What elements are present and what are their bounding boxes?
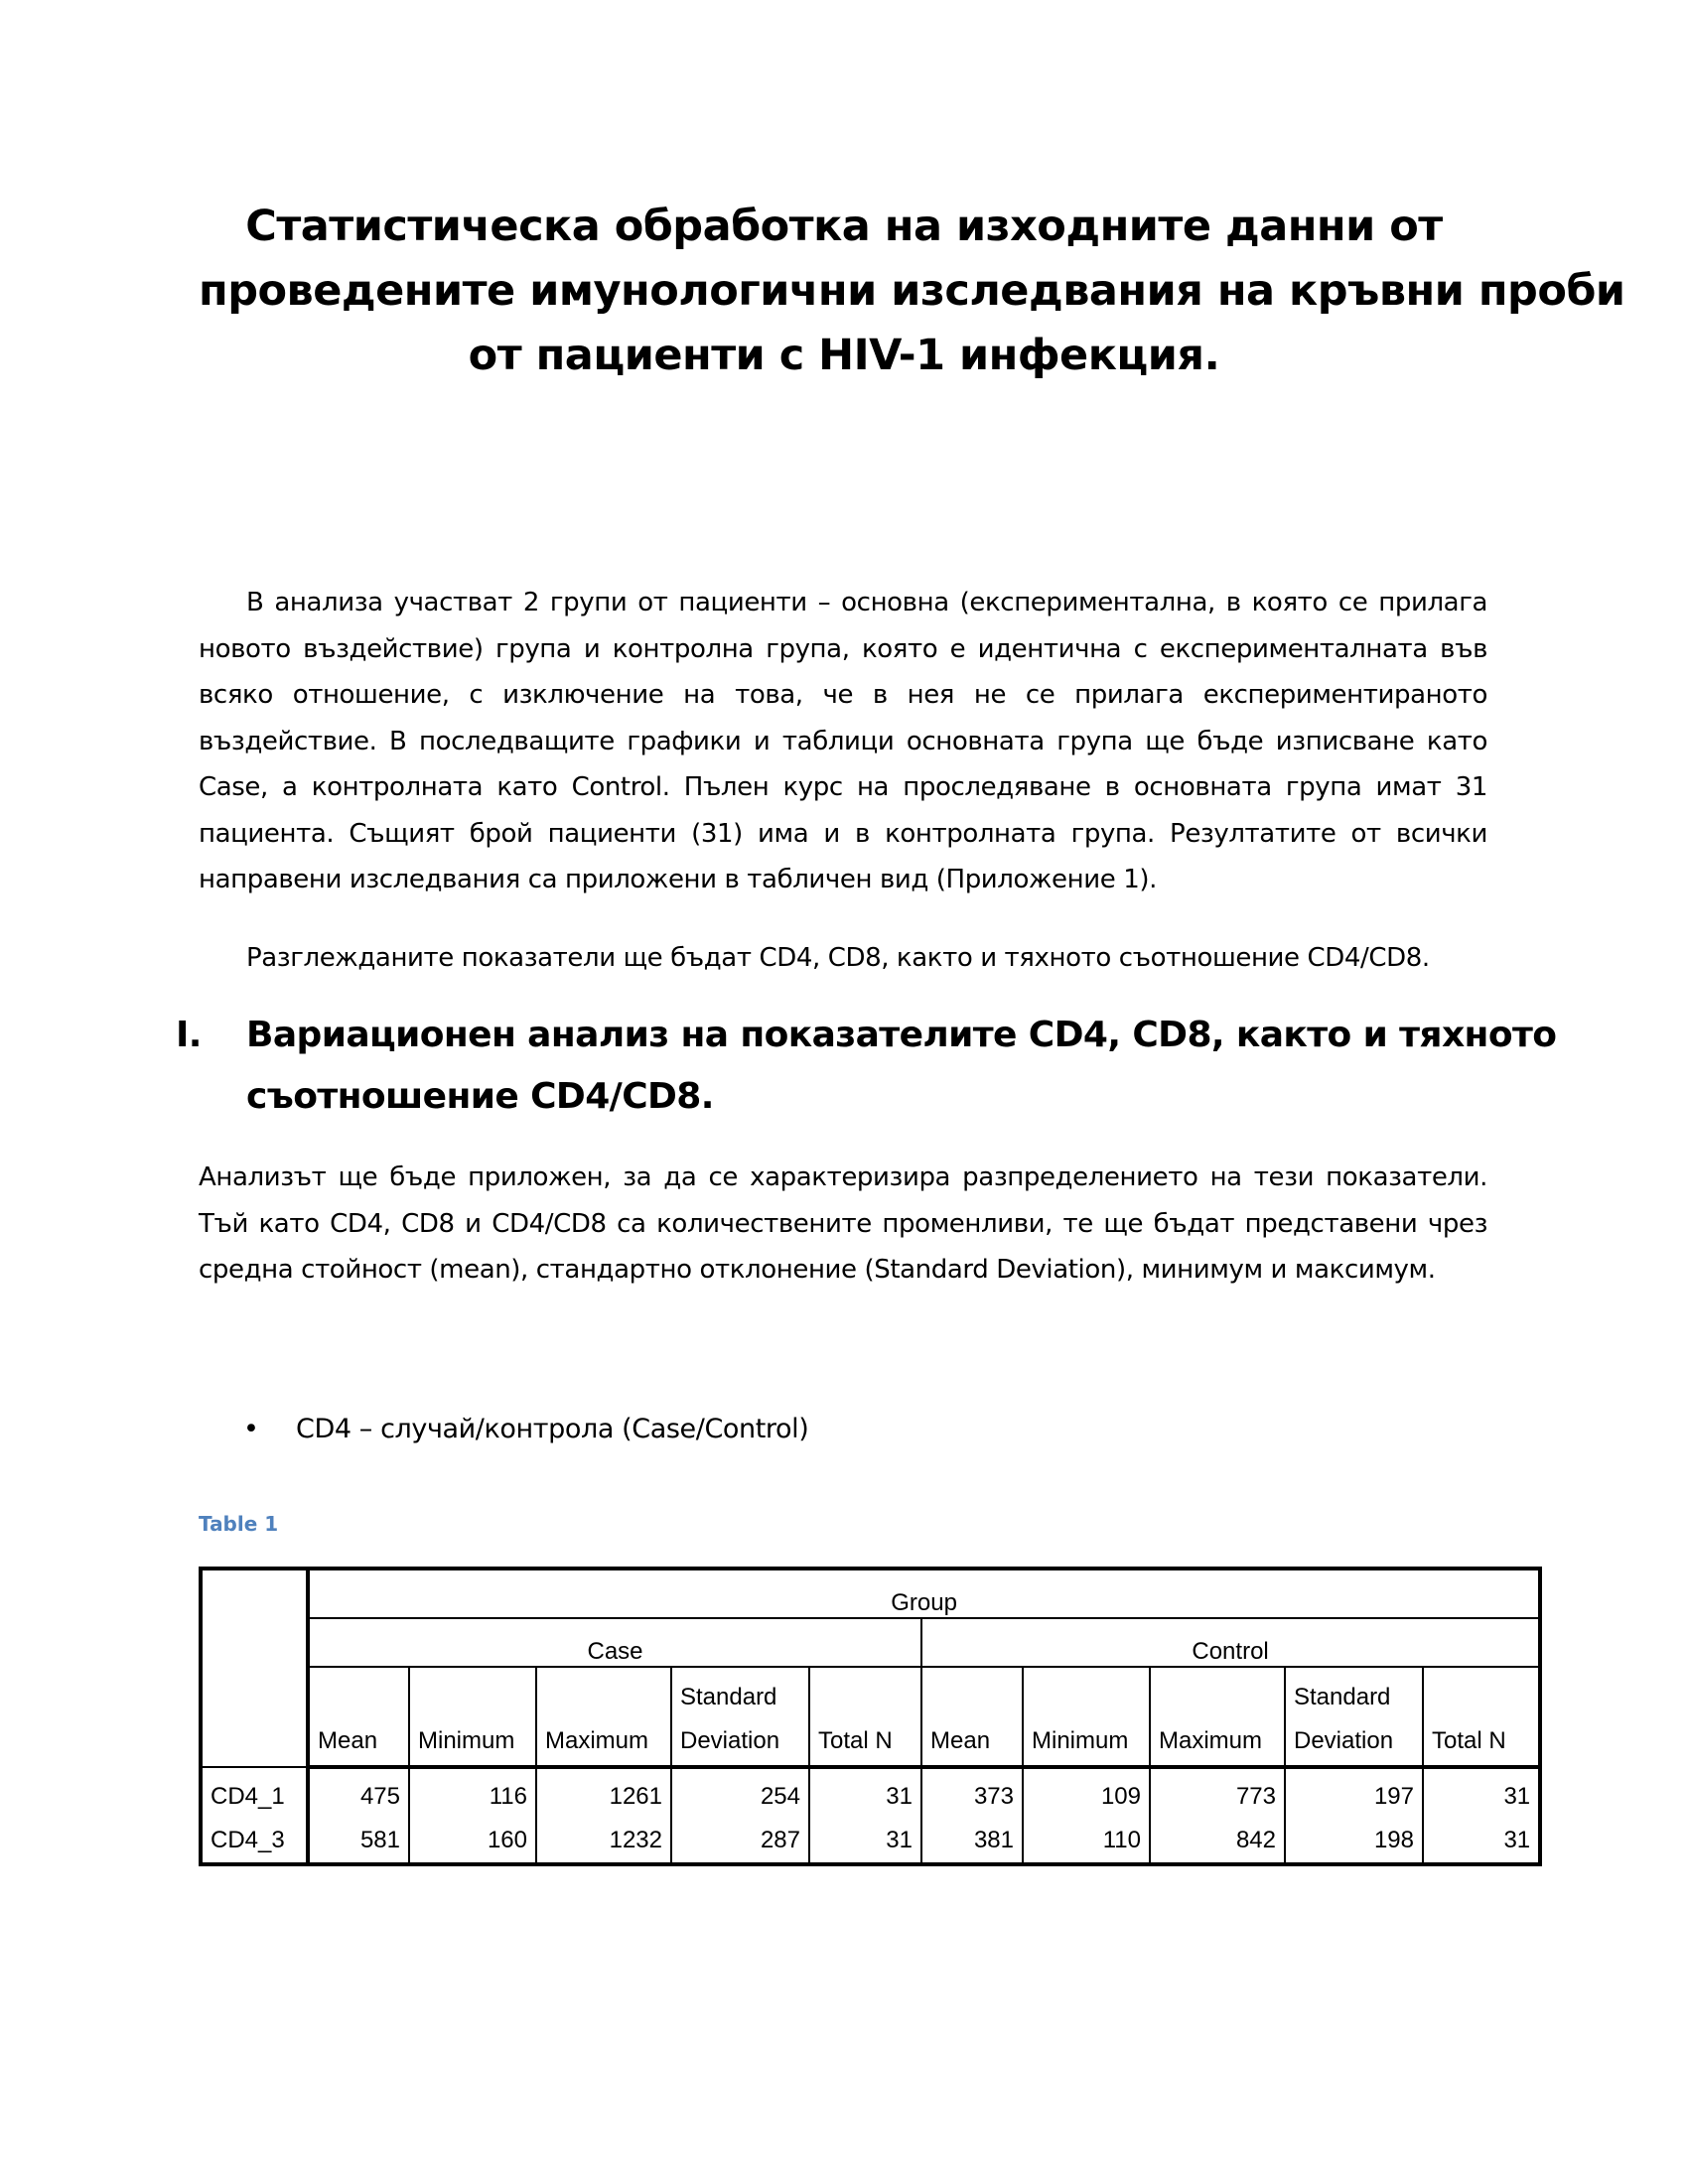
group-header: Group (308, 1569, 1540, 1618)
cell-value: 198 (1285, 1819, 1423, 1864)
cell-value: 381 (921, 1819, 1023, 1864)
stats-table (199, 1567, 1542, 1866)
col-header-mean: Mean (308, 1667, 409, 1767)
section-heading (176, 1005, 1557, 1128)
bullet-icon: • (243, 1414, 259, 1444)
group-control-header: Control (921, 1618, 1540, 1667)
bullet-text: CD4 – случай/контрола (Case/Control) (296, 1414, 809, 1444)
cell-value: 109 (1023, 1767, 1150, 1819)
cell-value: 773 (1150, 1767, 1285, 1819)
group-case-header: Case (308, 1618, 921, 1667)
section-title-line: съотношение CD4/CD8. (246, 1076, 714, 1117)
cell-value: 581 (308, 1819, 409, 1864)
table-row (201, 1767, 1540, 1819)
col-header-minimum: Minimum (409, 1667, 536, 1767)
cell-value: 373 (921, 1767, 1023, 1819)
indicators-paragraph: Разглежданите показатели ще бъдат CD4, CD8, както и тяхното съотношение CD4/CD8. (246, 943, 1430, 973)
cell-value: 31 (809, 1819, 921, 1864)
col-header-maximum: Maximum (536, 1667, 671, 1767)
cell-value: 31 (1503, 1783, 1531, 1810)
col-header-total-n: Total N (1423, 1667, 1540, 1767)
analysis-paragraph: Анализът ще бъде приложен, за да се характеризира разпределението на тези показатели. Тъй като CD4, CD8 и CD4/CD8 са количествените променливи, те ще бъдат представени чрез средна стойност (mean), стандартно отклонение (Standard Deviation), минимум и максимум. (199, 1162, 1487, 1285)
row-label: CD4_1 (201, 1767, 308, 1819)
cell-value: 1261 (536, 1767, 671, 1819)
col-header-maximum: Maximum (1150, 1667, 1285, 1767)
col-header-std: Standard Deviation (671, 1667, 809, 1767)
table-row (201, 1819, 1540, 1864)
cell-value: 110 (1023, 1819, 1150, 1864)
cell-value: 1232 (536, 1819, 671, 1864)
cell-value: 475 (308, 1767, 409, 1819)
cell-value: 842 (1150, 1819, 1285, 1864)
col-header-total-n: Total N (809, 1667, 921, 1767)
row-label: CD4_3 (201, 1819, 308, 1864)
title-line: проведените имунологични изследвания на кръвни проби (199, 266, 1625, 316)
section-title-line: Вариационен анализ на показателите CD4, CD8, както и тяхното (246, 1015, 1557, 1055)
col-header-minimum: Minimum (1023, 1667, 1150, 1767)
col-header-std: Standard Deviation (1285, 1667, 1423, 1767)
bullet-item (243, 1410, 808, 1449)
cell-value: 31 (809, 1767, 921, 1819)
col-header-mean: Mean (921, 1667, 1023, 1767)
cell-value: 31 (1503, 1827, 1531, 1853)
cell-value: 116 (409, 1767, 536, 1819)
title-line: Статистическа обработка на изходните данни от (245, 202, 1443, 251)
page-title (199, 195, 1625, 388)
section-number: I. (176, 1015, 202, 1055)
intro-paragraph: В анализа участват 2 групи от пациенти – основна (експериментална, в която се прилага новото въздействие) група и контролна група, която е идентична с експерименталната във всяко отношение, с изключение на това, че в нея не се прилага експериментираното въздействие. В последващите графики и таблици основната група ще бъде изписване като Case, а контролната като Control. Пълен курс на проследяване в основната група имат 31 пациента. Същият брой пациенти (31) има и в контролната група. Резултатите от всички направени изследвания са приложени в табличен вид (Приложение 1). (199, 588, 1487, 894)
title-line: от пациенти с HIV-1 инфекция. (468, 331, 1220, 380)
cell-value: 287 (671, 1819, 809, 1864)
table-caption: Table 1 (199, 1512, 279, 1536)
cell-value: 160 (409, 1819, 536, 1864)
cell-value: 197 (1285, 1767, 1423, 1819)
table-corner (201, 1569, 308, 1767)
cell-value: 254 (671, 1767, 809, 1819)
